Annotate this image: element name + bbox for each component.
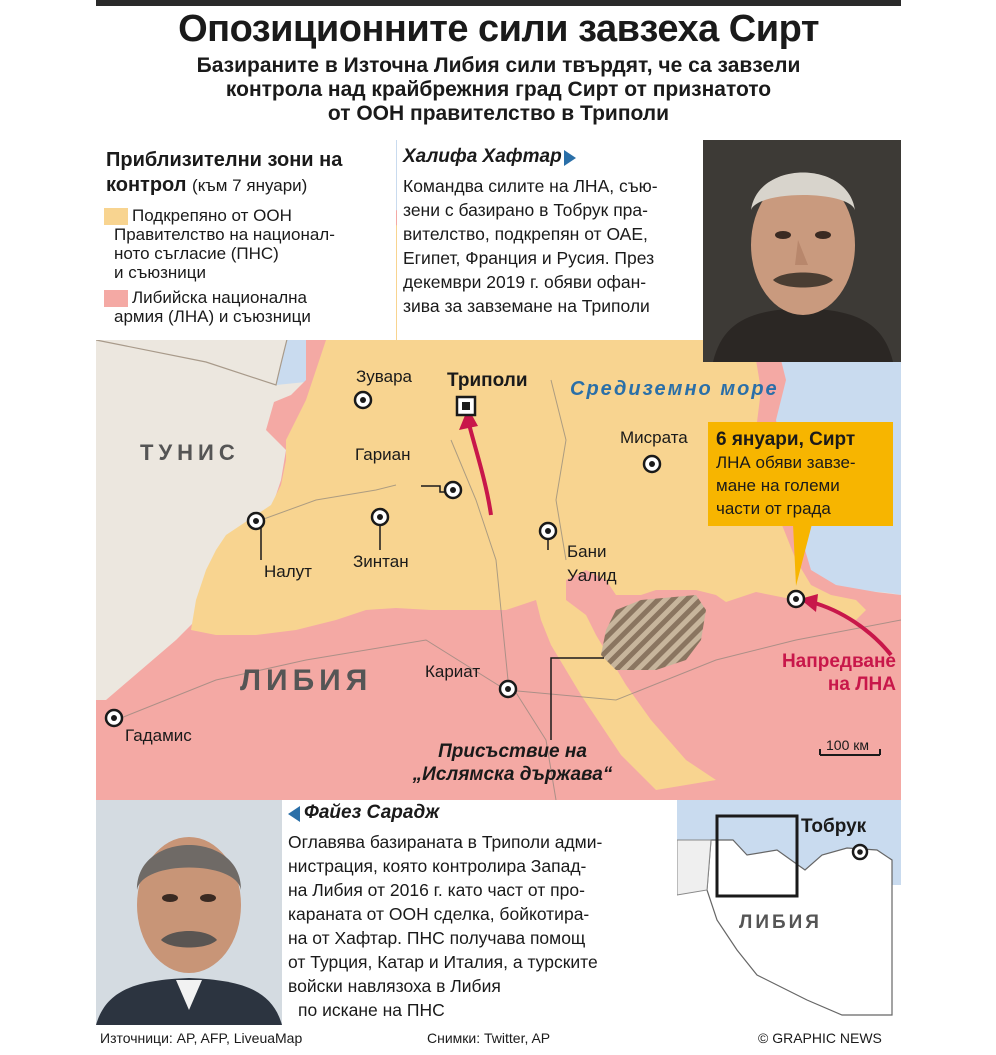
city-marker-misrata [644, 456, 660, 472]
city-label-zuwara: Зувара [356, 367, 412, 386]
city-label-misrata: Мисрата [620, 428, 688, 447]
legend-swatch-lna [104, 290, 128, 307]
footer-sources: Източници: AP, AFP, LiveuaMap [100, 1030, 303, 1046]
isis-label [395, 740, 630, 786]
sarraj-name: Файез Сарадж [304, 802, 440, 823]
legend-item-lna-cont [114, 307, 311, 326]
footer-credit: © GRAPHIC NEWS [758, 1030, 882, 1046]
legend-line: ното съгласие (ПНС) [114, 244, 279, 263]
city-label-line: Бани [567, 542, 607, 561]
sea-label: Средиземно море [570, 378, 779, 400]
advance-line: на ЛНА [827, 674, 896, 695]
bio-line: Египет, Франция и Русия. През [403, 248, 655, 268]
callout-line: мане на големи [716, 476, 840, 495]
city-marker-tobruk [853, 845, 867, 859]
isis-line: „Ислямска държава“ [412, 764, 613, 785]
legend-line: Либийска национална [132, 288, 308, 307]
city-marker-ghadames [106, 710, 122, 726]
pointer-right-icon [564, 150, 576, 166]
legend-swatch-gna [104, 208, 128, 225]
city-marker-bani-walid [540, 523, 556, 539]
city-marker-zintan [372, 509, 388, 525]
haftar-name-row [403, 146, 576, 168]
inset-label-tobruk: Тобрук [801, 816, 867, 837]
city-label-nalut: Налут [264, 562, 312, 581]
sarraj-portrait-icon [96, 800, 282, 1025]
legend-item-gna-cont [114, 225, 335, 282]
inset-map [677, 800, 901, 1026]
bio-line: на Либия от 2016 г. като част от про- [288, 880, 585, 900]
haftar-portrait-icon [703, 140, 901, 362]
subtitle-line: контрола над крайбрежния град Сирт от признатото [225, 78, 772, 101]
city-label-line: Уалид [567, 566, 617, 585]
footer-photos: Снимки: Twitter, AP [427, 1030, 551, 1046]
haftar-bio [403, 174, 703, 318]
subtitle-line: от ООН правителство в Триполи [327, 102, 670, 125]
haftar-profile [397, 140, 703, 340]
top-rule [96, 0, 901, 6]
bio-line: вителство, подкрепян от ОАЕ, [403, 224, 648, 244]
city-label-gharyan: Гариан [355, 445, 411, 464]
callout-title: 6 януари, Сирт [716, 429, 856, 450]
inset-label-libya: ЛИБИЯ [739, 912, 822, 933]
pointer-left-icon [288, 806, 300, 822]
bio-line: войски навлязоха в Либия [288, 976, 501, 996]
haftar-name: Халифа Хафтар [403, 146, 562, 167]
legend-line: армия (ЛНА) и съюзници [114, 307, 311, 326]
isis-line: Присъствие на [438, 741, 587, 762]
bio-line: зени с базирано в Тобрук пра- [403, 200, 648, 220]
bio-line: зива за завземане на Триполи [403, 296, 650, 316]
legend [96, 140, 396, 340]
tunisia-label: ТУНИС [140, 440, 240, 465]
legend-title-text: Приблизителни зони на контрол [106, 149, 343, 196]
sirte-callout [708, 422, 893, 526]
city-label-qaryat: Кариат [425, 662, 481, 681]
bio-line: декември 2019 г. обяви офан- [403, 272, 647, 292]
scale-label: 100 км [826, 737, 869, 753]
legend-item-gna [132, 206, 292, 225]
legend-item-lna [132, 288, 307, 307]
city-marker-qaryat [500, 681, 516, 697]
capital-marker-tripoli [457, 397, 475, 415]
advance-line: Напредване [781, 651, 896, 672]
legend-date: (към 7 януари) [192, 176, 308, 195]
legend-line: Подкрепяно от ООН [132, 206, 292, 225]
city-marker-zuwara [355, 392, 371, 408]
callout-line: ЛНА обяви завзе- [716, 453, 856, 472]
page-title: Опозиционните сили завзеха Сирт [178, 8, 819, 50]
lna-advance-label [746, 650, 896, 696]
city-marker-nalut [248, 513, 264, 529]
bio-line: караната от ООН сделка, бойкотира- [288, 904, 590, 924]
page-subtitle [96, 54, 901, 126]
city-label-tripoli: Триполи [447, 370, 528, 391]
bio-line: Оглавява базираната в Триполи адми- [288, 832, 603, 852]
legend-line: Правителство на национал- [114, 225, 335, 244]
sarraj-bio [288, 830, 678, 1022]
callout-line: части от града [716, 499, 831, 518]
libya-label: ЛИБИЯ [240, 664, 373, 697]
city-label-bani-walid [567, 540, 617, 588]
bio-line: на от Хафтар. ПНС получава помощ [288, 928, 586, 948]
subtitle-line: Базираните в Източна Либия сили твърдят, че са завзели [196, 54, 801, 77]
sarraj-photo [96, 800, 282, 1025]
city-label-zintan: Зинтан [353, 552, 409, 571]
legend-title [106, 148, 396, 198]
city-marker-gharyan [445, 482, 461, 498]
bio-line: нистрация, която контролира Запад- [288, 856, 587, 876]
bio-line: Командва силите на ЛНА, съю- [403, 176, 658, 196]
haftar-photo [703, 140, 901, 362]
sarraj-profile [282, 800, 677, 1025]
bio-line: от Турция, Катар и Италия, а турските [288, 952, 598, 972]
city-marker-sirte [788, 591, 804, 607]
bio-line: по искане на ПНС [298, 1000, 445, 1020]
sarraj-name-row [288, 802, 439, 824]
legend-line: и съюзници [114, 263, 207, 282]
city-label-ghadames: Гадамис [125, 726, 192, 745]
